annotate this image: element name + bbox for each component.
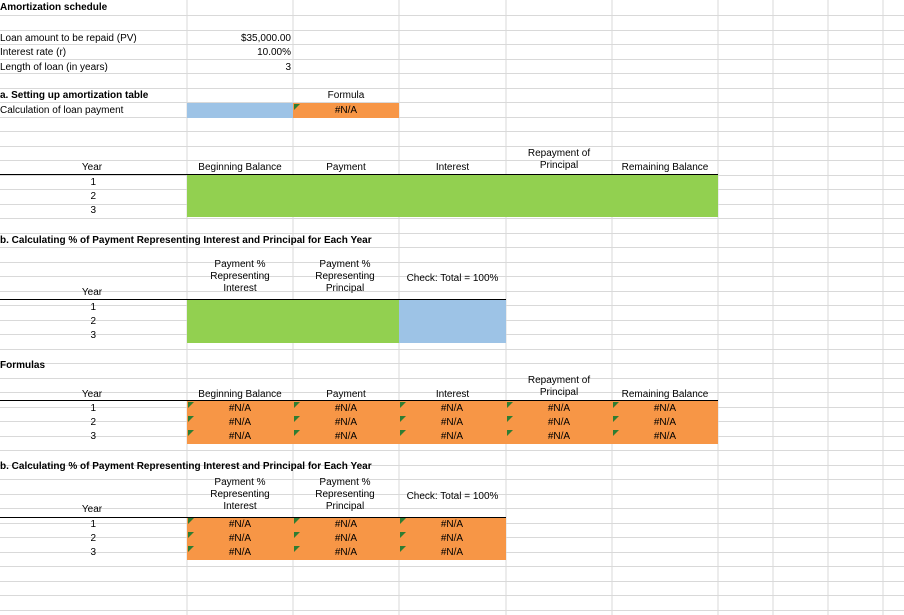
f-b-header-principal: Payment % Representing Principal bbox=[315, 477, 375, 512]
sheet-title: Amortization schedule bbox=[0, 2, 108, 13]
formulas-a-cell[interactable]: #N/A bbox=[653, 403, 677, 414]
a-year-1: 1 bbox=[90, 177, 96, 188]
calc-label: Calculation of loan payment bbox=[0, 105, 124, 116]
length-value[interactable]: 3 bbox=[285, 62, 291, 73]
formulas-b-cell[interactable]: #N/A bbox=[440, 519, 464, 530]
header-underline bbox=[0, 299, 506, 300]
formulas-b-year: 3 bbox=[90, 547, 96, 558]
formulas-b-cell[interactable]: #N/A bbox=[440, 547, 464, 558]
formulas-b-year: 1 bbox=[90, 519, 96, 530]
b-header-year: Year bbox=[81, 287, 103, 298]
rate-value[interactable]: 10.00% bbox=[257, 47, 291, 58]
b-year-1: 1 bbox=[90, 302, 96, 313]
f-a-header-year: Year bbox=[81, 389, 103, 400]
b-header-interest: Payment % Representing Interest bbox=[210, 259, 270, 294]
a-header-beginning-balance: Beginning Balance bbox=[198, 162, 282, 173]
formulas-b-cell[interactable]: #N/A bbox=[334, 533, 358, 544]
formulas-a-cell[interactable]: #N/A bbox=[228, 417, 252, 428]
formulas-a-cell[interactable]: #N/A bbox=[334, 431, 358, 442]
loan-payment-input-cell[interactable] bbox=[187, 103, 293, 118]
a-year-2: 2 bbox=[90, 191, 96, 202]
f-b-header-year: Year bbox=[81, 504, 103, 515]
formulas-title: Formulas bbox=[0, 360, 46, 371]
formula-value[interactable]: #N/A bbox=[334, 105, 358, 116]
formulas-a-cell[interactable]: #N/A bbox=[334, 417, 358, 428]
f-a-header-repayment: Repayment of Principal bbox=[527, 375, 591, 398]
formulas-b-cell[interactable]: #N/A bbox=[334, 547, 358, 558]
percent-answer-range[interactable] bbox=[187, 300, 399, 343]
section-a-title: a. Setting up amortization table bbox=[0, 90, 149, 101]
b-header-check: Check: Total = 100% bbox=[406, 273, 499, 284]
a-header-repayment: Repayment of Principal bbox=[527, 148, 591, 171]
formulas-a-cell[interactable]: #N/A bbox=[547, 403, 571, 414]
formula-header: Formula bbox=[327, 90, 365, 101]
rate-label: Interest rate (r) bbox=[0, 47, 67, 58]
formulas-a-cell[interactable]: #N/A bbox=[334, 403, 358, 414]
formulas-a-cell[interactable]: #N/A bbox=[440, 403, 464, 414]
f-b-header-check: Check: Total = 100% bbox=[406, 491, 499, 502]
f-a-header-interest: Interest bbox=[435, 389, 470, 400]
f-a-header-remaining-balance: Remaining Balance bbox=[621, 389, 709, 400]
a-header-interest: Interest bbox=[435, 162, 470, 173]
b-year-3: 3 bbox=[90, 330, 96, 341]
formulas-a-cell[interactable]: #N/A bbox=[653, 417, 677, 428]
formulas-b-cell[interactable]: #N/A bbox=[440, 533, 464, 544]
formulas-a-cell[interactable]: #N/A bbox=[440, 417, 464, 428]
formulas-a-cell[interactable]: #N/A bbox=[547, 431, 571, 442]
f-a-header-payment: Payment bbox=[326, 389, 366, 400]
formulas-b-year: 2 bbox=[90, 533, 96, 544]
header-underline bbox=[0, 400, 718, 401]
b-year-2: 2 bbox=[90, 316, 96, 327]
amortization-answer-range[interactable] bbox=[187, 175, 718, 217]
formulas-a-cell[interactable]: #N/A bbox=[653, 431, 677, 442]
formulas-a-cell[interactable]: #N/A bbox=[228, 431, 252, 442]
formulas-b-cell[interactable]: #N/A bbox=[228, 519, 252, 530]
f-a-header-beginning-balance: Beginning Balance bbox=[198, 389, 282, 400]
header-underline bbox=[0, 517, 506, 518]
formulas-b-cell[interactable]: #N/A bbox=[334, 519, 358, 530]
a-header-year: Year bbox=[81, 162, 103, 173]
formulas-a-year: 2 bbox=[90, 417, 96, 428]
b-header-principal: Payment % Representing Principal bbox=[315, 259, 375, 294]
header-underline bbox=[0, 174, 718, 175]
section-b-title: b. Calculating % of Payment Representing Interest and Principal for Each Year bbox=[0, 235, 372, 246]
formulas-a-cell[interactable]: #N/A bbox=[547, 417, 571, 428]
formulas-b-cell[interactable]: #N/A bbox=[228, 547, 252, 558]
pv-value[interactable]: $35,000.00 bbox=[240, 33, 291, 44]
length-label: Length of loan (in years) bbox=[0, 62, 108, 73]
pv-label: Loan amount to be repaid (PV) bbox=[0, 33, 137, 44]
formulas-a-cell[interactable]: #N/A bbox=[440, 431, 464, 442]
a-header-remaining-balance: Remaining Balance bbox=[621, 162, 709, 173]
f-b-title: b. Calculating % of Payment Representing Interest and Principal for Each Year bbox=[0, 461, 372, 472]
formulas-b-cell[interactable]: #N/A bbox=[228, 533, 252, 544]
formulas-a-year: 1 bbox=[90, 403, 96, 414]
formulas-a-year: 3 bbox=[90, 431, 96, 442]
f-b-header-interest: Payment % Representing Interest bbox=[210, 477, 270, 512]
a-year-3: 3 bbox=[90, 205, 96, 216]
a-header-payment: Payment bbox=[326, 162, 366, 173]
formulas-a-cell[interactable]: #N/A bbox=[228, 403, 252, 414]
check-answer-range[interactable] bbox=[399, 300, 506, 343]
